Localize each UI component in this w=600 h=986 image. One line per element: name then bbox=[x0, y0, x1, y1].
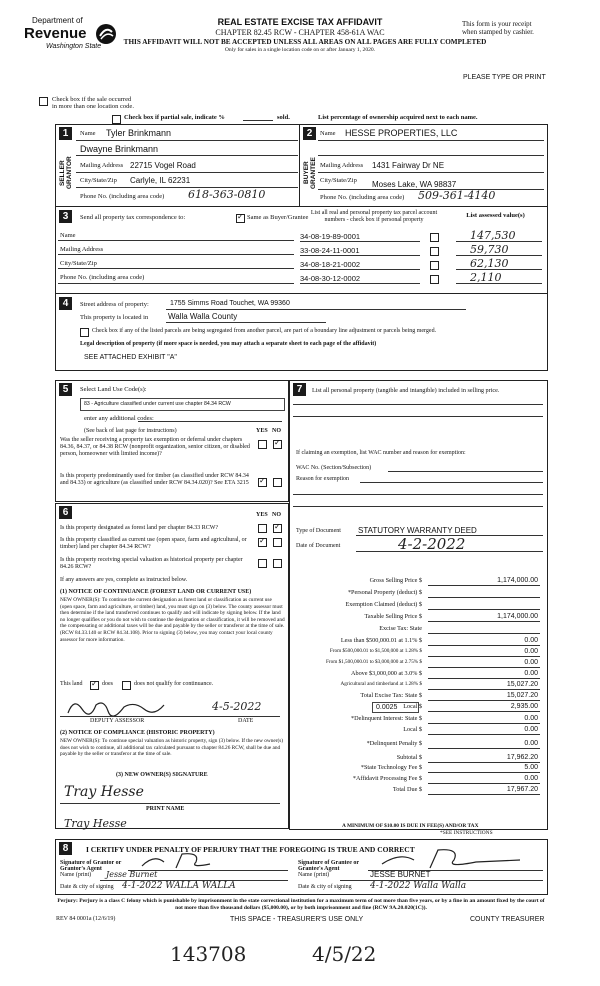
buyer-phone[interactable]: 509-361-4140 bbox=[418, 189, 496, 202]
grantor-sig-label: Signature of Grantor or Grantor's Agent bbox=[60, 860, 122, 872]
owner-print-name[interactable]: Tray Hesse bbox=[64, 817, 127, 830]
minimum-due: A MINIMUM OF $10.00 IS DUE IN FEE(S) AND/OR TAX bbox=[342, 823, 479, 829]
does-not-checkbox[interactable] bbox=[122, 681, 131, 690]
grantee-date-label: Date & city of signing bbox=[298, 884, 352, 890]
seller-mailing-label: Mailing Address bbox=[80, 162, 124, 169]
assessed-value[interactable]: 147,530 bbox=[470, 229, 516, 242]
personal-property-checkbox[interactable] bbox=[430, 247, 439, 256]
seller-name-1[interactable]: Tyler Brinkmann bbox=[106, 128, 172, 138]
legal-description[interactable]: SEE ATTACHED EXHIBIT "A" bbox=[84, 354, 177, 361]
wac-label: WAC No. (Section/Subsection) bbox=[296, 465, 372, 471]
buyer-city[interactable]: Moses Lake, WA 98837 bbox=[372, 180, 457, 189]
assessed-value[interactable]: 2,110 bbox=[470, 271, 502, 284]
does-label: does bbox=[102, 681, 113, 687]
assessed-header: List assessed value(s) bbox=[466, 212, 525, 219]
does-checkbox[interactable] bbox=[90, 681, 99, 690]
s5-q2-yes[interactable] bbox=[258, 478, 267, 487]
corr-phone-label: Phone No. (including area code) bbox=[60, 274, 145, 281]
s6-q3-no[interactable] bbox=[273, 559, 282, 568]
doc-type[interactable]: STATUTORY WARRANTY DEED bbox=[358, 526, 477, 535]
tax-row-label: Total Due $ bbox=[392, 786, 422, 793]
partial-sale-checkbox[interactable] bbox=[112, 115, 121, 124]
grantor-name-label: Name (print) bbox=[60, 872, 92, 878]
owner-signature[interactable]: Tray Hesse bbox=[64, 784, 144, 800]
tax-row-label: *State Technology Fee $ bbox=[360, 764, 422, 771]
grantor-date-label: Date & city of signing bbox=[60, 884, 114, 890]
sold-label: sold. bbox=[277, 114, 290, 121]
form-only-for: Only for sales in a single location code on or after January 1, 2020. bbox=[224, 47, 376, 53]
tax-row-label: Gross Selling Price $ bbox=[369, 577, 422, 584]
tax-row-value[interactable]: 0.00 bbox=[524, 726, 538, 733]
section-8-number: 8 bbox=[59, 842, 72, 855]
assessor-date-label: DATE bbox=[238, 718, 254, 724]
tax-row-value[interactable]: 0.00 bbox=[524, 715, 538, 722]
new-owner-sig-label: (3) NEW OWNER(S) SIGNATURE bbox=[116, 772, 208, 778]
corr-mailing-label: Mailing Address bbox=[60, 246, 104, 253]
notice-1-text: NEW OWNER(S): To continue the current designation as forest land or classification as current use (open space, farm and agriculture, or timber) land, you must sign on (3) below. The county assessor must then determine if the land transferred continues to qualify and will indicate by signing below. If the land no longer qualifies or you do not wish to continue the designation or classification, it will be removed and the compensating or additional taxes will be due and payable by the seller or transferor at the time of sale. (RCW 84.33.140 or RCW 84.34.108). Prior to signing (3) below, you may contact your local county assessor for more information. bbox=[60, 597, 285, 643]
section-3-number: 3 bbox=[59, 210, 72, 223]
doc-date[interactable]: 4-2-2022 bbox=[398, 535, 466, 553]
tax-row-label: *Delinquent Penalty $ bbox=[366, 740, 422, 747]
tax-row-value[interactable]: 0.00 bbox=[524, 775, 538, 782]
tax-row-label: Taxable Selling Price $ bbox=[364, 613, 422, 620]
buyer-phone-label: Phone No. (including area code) bbox=[320, 194, 405, 201]
buyer-mailing[interactable]: 1431 Fairway Dr NE bbox=[372, 161, 445, 170]
seller-phone[interactable]: 618-363-0810 bbox=[188, 188, 266, 201]
tax-row-label: Subtotal $ bbox=[396, 754, 422, 761]
grantor-date[interactable]: 4-1-2022 WALLA WALLA bbox=[122, 881, 236, 891]
grantee-signature-icon bbox=[380, 848, 530, 872]
same-as-buyer-label: Same as Buyer/Grantee bbox=[247, 214, 309, 221]
certify-text: I CERTIFY UNDER PENALTY OF PERJURY THAT THE FOREGOING IS TRUE AND CORRECT bbox=[86, 845, 415, 854]
multiple-location-label: Check box if the sale occurred in more than one location code. bbox=[52, 96, 134, 110]
doc-type-label: Type of Document bbox=[296, 528, 341, 534]
tax-row-value[interactable]: 0.00 bbox=[524, 670, 538, 677]
segregated-checkbox[interactable] bbox=[80, 328, 89, 337]
please-type: PLEASE TYPE OR PRINT bbox=[463, 74, 546, 81]
personal-property-checkbox[interactable] bbox=[430, 261, 439, 270]
s6-yes-header: YES bbox=[256, 512, 268, 518]
section-6-number: 6 bbox=[59, 506, 72, 519]
seller-phone-label: Phone No. (including area code) bbox=[80, 193, 165, 200]
section-6-box bbox=[55, 503, 289, 829]
buyer-name-1[interactable]: HESSE PROPERTIES, LLC bbox=[345, 128, 458, 138]
seller-city-label: City/State/Zip bbox=[80, 177, 117, 184]
does-not-label: does not qualify for continuance. bbox=[134, 681, 214, 687]
street-label: Street address of property: bbox=[80, 301, 149, 308]
grantee-name[interactable]: JESSE BURNET bbox=[370, 870, 431, 879]
located-label: This property is located in bbox=[80, 314, 149, 321]
land-use-select[interactable]: 83 - Agriculture classified under current use chapter 84.34 RCW bbox=[80, 398, 285, 411]
local-rate[interactable]: 0.0025 bbox=[372, 702, 419, 713]
list-percentage-label: List percentage of ownership acquired next to each name. bbox=[318, 114, 478, 121]
s6-no-header: NO bbox=[272, 512, 281, 518]
agency-state: Washington State bbox=[46, 43, 102, 50]
assessed-value[interactable]: 59,730 bbox=[470, 243, 509, 256]
personal-property-checkbox[interactable] bbox=[430, 275, 439, 284]
section-1-number: 1 bbox=[59, 127, 72, 140]
buyer-side-label: BUYER GRANTEE bbox=[303, 157, 317, 189]
tax-row-value[interactable]: 17,962.20 bbox=[506, 754, 538, 761]
seller-name-label: Name bbox=[80, 130, 96, 137]
s5-q1-yes[interactable] bbox=[258, 440, 267, 449]
form-title: REAL ESTATE EXCISE TAX AFFIDAVIT bbox=[217, 17, 383, 27]
personal-property-checkbox[interactable] bbox=[430, 233, 439, 242]
print-name-label: PRINT NAME bbox=[146, 806, 185, 812]
parcel-number[interactable]: 33-08-24-11-0001 bbox=[300, 246, 360, 255]
notice-1-title: (1) NOTICE OF CONTINUANCE (FOREST LAND OR CURRENT USE) bbox=[60, 589, 252, 595]
receipt-note-1: This form is your receipt bbox=[462, 20, 532, 28]
tax-row-label: Total Excise Tax: State $ bbox=[360, 692, 422, 699]
tax-row-value[interactable]: 15,027.20 bbox=[506, 681, 538, 688]
multiple-location-checkbox[interactable] bbox=[39, 97, 48, 106]
grantee-date[interactable]: 4-1-2022 Walla Walla bbox=[370, 881, 467, 891]
assessed-value[interactable]: 62,130 bbox=[470, 257, 509, 270]
s6-q3-yes[interactable] bbox=[258, 559, 267, 568]
county-treasurer: COUNTY TREASURER bbox=[470, 916, 545, 923]
notice-2-title: (2) NOTICE OF COMPLIANCE (HISTORIC PROPERTY) bbox=[60, 730, 215, 736]
land-use-label: Select Land Use Code(s): bbox=[80, 386, 147, 393]
section-7-number: 7 bbox=[293, 383, 306, 396]
receipt-note-2: when stamped by cashier. bbox=[462, 28, 534, 36]
county[interactable]: Walla Walla County bbox=[168, 312, 238, 321]
buyer-city-label: City/State/Zip bbox=[320, 177, 357, 184]
s5-q1-no[interactable] bbox=[273, 440, 282, 449]
tax-row-label: *Delinquent Interest: State $ bbox=[351, 715, 422, 722]
tax-row-label: Less than $500,000.01 at 1.1% $ bbox=[340, 637, 422, 644]
segregated-label: Check box if any of the listed parcels are being segregated from another parcel, are part of a boundary line adjustment or parcels being merged. bbox=[92, 328, 437, 334]
tax-row-value[interactable]: 2,935.00 bbox=[510, 703, 538, 710]
section-4-number: 4 bbox=[59, 297, 72, 310]
form-id: REV 84 0001a (12/6/19) bbox=[56, 916, 116, 922]
legal-label: Legal description of property (if more space is needed, you may attach a separate sheet to each page of the affidavit) bbox=[80, 341, 377, 347]
form-subtitle: CHAPTER 82.45 RCW - CHAPTER 458-61A WAC bbox=[215, 28, 385, 37]
s6-question-1: Is this property designated as forest land per chapter 84.33 RCW? bbox=[60, 525, 219, 531]
see-instructions: *SEE INSTRUCTIONS bbox=[440, 830, 493, 836]
grantor-name[interactable]: Jesse Burnet bbox=[106, 870, 158, 879]
form-warning: THIS AFFIDAVIT WILL NOT BE ACCEPTED UNLESS ALL AREAS ON ALL PAGES ARE FULLY COMPLETED bbox=[123, 38, 487, 46]
s6-question-3: Is this property receiving special valuation as historical property per chapter 84.26 RCW? bbox=[60, 557, 243, 570]
grantee-sig-label: Signature of Grantee or Grantee's Agent bbox=[298, 860, 359, 872]
receipt-date: 4/5/22 bbox=[312, 942, 377, 966]
parcel-number[interactable]: 34-08-30-12-0002 bbox=[300, 274, 361, 283]
tax-row-value[interactable]: 1,174,000.00 bbox=[497, 577, 538, 584]
s5-yes-header: YES bbox=[256, 428, 268, 434]
tax-row-label: Exemption Claimed (deduct) $ bbox=[345, 601, 422, 608]
receipt-note bbox=[462, 20, 534, 36]
notice-2-text: NEW OWNER(S): To continue special valuation as historic property, sign (3) below. If the new owner(s) does not wish to continue, all additional tax calculated pursuant to chapter 84.26 RCW, shall be due and payable by the seller or transferor at the time of sale. bbox=[60, 738, 284, 758]
tax-row-label: *Personal Property (deduct) $ bbox=[347, 589, 422, 596]
tax-row-value[interactable]: 0.00 bbox=[524, 740, 538, 747]
s6-question-2: Is this property classified as current use (open space, farm and agricultural, or timber) land per chapter 84.34 RCW? bbox=[60, 537, 247, 550]
s5-q2-no[interactable] bbox=[273, 478, 282, 487]
doc-date-label: Date of Document bbox=[296, 543, 341, 549]
agency-brand: Revenue bbox=[24, 25, 87, 42]
s5-question-1: Was the seller receiving a property tax exemption or deferral under chapters 84.36, 84.37, or 84.38 RCW (nonprofit organization, senior citizen, or disabled person, homeowner with limited income)? bbox=[60, 437, 250, 457]
tax-row-label: Local $ bbox=[403, 726, 422, 733]
corr-city-label: City/State/Zip bbox=[60, 260, 97, 267]
assessor-date[interactable]: 4-5-2022 bbox=[212, 700, 262, 713]
this-land-label: This land bbox=[60, 681, 83, 687]
s6-q1-yes[interactable] bbox=[258, 524, 267, 533]
deputy-assessor-label: DEPUTY ASSESSOR bbox=[90, 718, 145, 724]
tax-row-label: *Affidavit Processing Fee $ bbox=[352, 775, 422, 782]
grantee-name-label: Name (print) bbox=[298, 872, 330, 878]
s6-q1-no[interactable] bbox=[273, 524, 282, 533]
street-address[interactable]: 1755 Simms Road Touchet, WA 99360 bbox=[170, 300, 290, 307]
s6-q2-no[interactable] bbox=[273, 538, 282, 547]
agency-line1: Department of bbox=[32, 16, 83, 25]
exemption-claim-label: If claiming an exemption, list WAC number and reason for exemption: bbox=[296, 450, 466, 456]
partial-sale-label: Check box if partial sale, indicate % bbox=[124, 114, 225, 121]
section-5-number: 5 bbox=[59, 383, 72, 396]
corr-name-label: Name bbox=[60, 232, 76, 239]
tax-row-label: Excise Tax: State bbox=[379, 625, 422, 632]
tax-row-label: From $1,500,000.01 to $3,000,000 at 2.75% $ bbox=[326, 659, 422, 665]
tax-row-value[interactable]: 1,174,000.00 bbox=[497, 613, 538, 620]
receipt-number: 143708 bbox=[170, 942, 247, 966]
if-yes-label: If any answers are yes, complete as instructed below. bbox=[60, 577, 188, 583]
parcel-header: List all real and personal property tax parcel account numbers - check box if personal property bbox=[310, 210, 438, 223]
seller-mailing[interactable]: 22715 Vogel Road bbox=[130, 161, 196, 170]
tax-row-value[interactable]: 17,967.20 bbox=[506, 786, 538, 793]
personal-property-label: List all personal property (tangible and intangible) included in selling price. bbox=[312, 387, 500, 394]
tax-row-value[interactable]: 5.00 bbox=[524, 764, 538, 771]
s5-no-header: NO bbox=[272, 428, 281, 434]
see-back-label: (See back of last page for instructions) bbox=[84, 428, 177, 434]
buyer-mailing-label: Mailing Address bbox=[320, 162, 364, 169]
additional-codes-label: enter any additional codes: bbox=[84, 415, 154, 422]
tax-row-value[interactable]: 0.00 bbox=[524, 659, 538, 666]
parcel-number[interactable]: 34-08-19-89-0001 bbox=[300, 232, 361, 241]
seller-city[interactable]: Carlyle, IL 62231 bbox=[130, 176, 191, 185]
parcel-number[interactable]: 34-08-18-21-0002 bbox=[300, 260, 361, 269]
tax-row-label: From $500,000.01 to $1,500,000 at 1.28% $ bbox=[329, 648, 422, 654]
seller-side-label: SELLER GRANTOR bbox=[59, 156, 73, 190]
tax-row-label: Above $3,000,000 at 3.0% $ bbox=[351, 670, 422, 677]
buyer-name-label: Name bbox=[320, 130, 336, 137]
s6-q2-yes[interactable] bbox=[258, 538, 267, 547]
reason-label: Reason for exemption bbox=[296, 476, 349, 482]
tax-row-label: Agricultural and timberland at 1.28% $ bbox=[340, 681, 422, 687]
tax-row-value[interactable]: 0.00 bbox=[524, 637, 538, 644]
treasurer-space: THIS SPACE - TREASURER'S USE ONLY bbox=[230, 916, 364, 923]
send-correspondence-label: Send all property tax correspondence to: bbox=[80, 214, 186, 221]
same-as-buyer-checkbox[interactable] bbox=[236, 214, 245, 223]
tax-row-label: Local $ bbox=[403, 703, 422, 710]
tax-row-value[interactable]: 0.00 bbox=[524, 648, 538, 655]
perjury-statement: Perjury: Perjury is a class C felony which is punishable by imprisonment in the state correctional institution for a maximum term of not more than five years, or by a fine in an amount fixed by the court of not more than five thousand dollars ($5,000.00), or by both imprisonment and fine (RCW 9A.20.020(1C)). bbox=[57, 898, 545, 911]
seller-name-2[interactable]: Dwayne Brinkmann bbox=[80, 144, 159, 154]
s5-question-2: Is this property predominantly used for timber (as classified under RCW 84.34 and 84.33) or agriculture (as classified under RCW 84.34.020)? See ETA 3215 bbox=[60, 473, 249, 486]
grantor-signature-icon bbox=[140, 850, 250, 872]
tax-row-value[interactable]: 15,027.20 bbox=[506, 692, 538, 699]
section-2-number: 2 bbox=[303, 127, 316, 140]
